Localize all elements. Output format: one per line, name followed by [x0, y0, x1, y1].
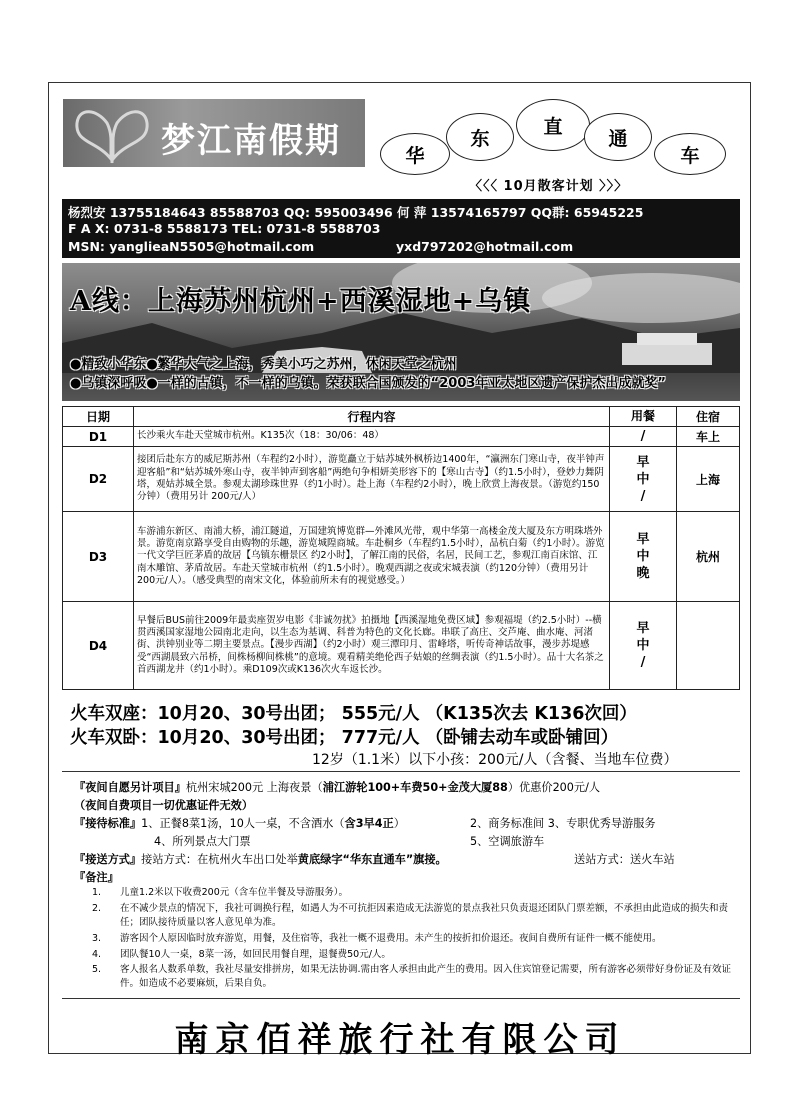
optional-items-detail: 浦江游轮100+车费50+金茂大厦88	[322, 781, 508, 794]
header-stay: 住宿	[677, 407, 740, 427]
transfer-dropoff: 送站方式：送火车站	[574, 853, 675, 866]
remark-number: 1.	[92, 887, 102, 898]
service-standard-5: 5、空调旅游车	[470, 835, 545, 848]
stay-cell	[677, 602, 740, 690]
optional-items-price: ）优惠价200元/人	[507, 781, 601, 794]
transfer-method	[74, 851, 447, 867]
optional-items	[74, 779, 600, 795]
remark-item	[92, 902, 732, 930]
header-meal: 用餐	[610, 407, 677, 427]
service-standard	[74, 815, 405, 831]
slogan-char-1: 华	[380, 133, 450, 175]
slogan-char-2: 东	[446, 113, 514, 161]
day-cell: D3	[63, 512, 134, 602]
desc-cell: 长沙乘火车赴天堂城市杭州。K135次（18：30/06：48）	[134, 427, 610, 447]
day-cell: D2	[63, 447, 134, 512]
slogan-char-4: 通	[584, 113, 652, 161]
contact-bar	[62, 199, 740, 258]
banner-title: A线：上海苏州杭州+西溪湿地+乌镇	[70, 286, 532, 317]
stay-cell: 杭州	[677, 512, 740, 602]
day-cell: D1	[63, 427, 134, 447]
banner-highlight-1: ●精致小华东●繁华大气之上海，秀美小巧之苏州，休闲天堂之杭州	[70, 357, 457, 372]
remark-item	[92, 948, 732, 962]
banner-highlight-2: ●乌镇深呼吸●一样的古镇，不一样的乌镇。荣获联合国颁发的“2003年亚太地区遗产保护杰出成就奖”	[70, 376, 666, 391]
price-seat: 火车双座：10月20、30号出团； 555元/人 （K135次去 K136次回）	[70, 704, 637, 724]
day-cell: D4	[63, 602, 134, 690]
service-standard-label: 『接待标准』	[74, 817, 142, 830]
remark-text: 在不减少景点的情况下，我社可调换行程，如遇人为不可抗拒因素造成无法游览的景点我社只负责退还团队门票差额，不承担由此造成的损失和责任；团队接待质量以客人意见单为准。	[120, 903, 729, 928]
remark-number: 5.	[92, 964, 102, 975]
route-banner	[62, 263, 740, 401]
remark-text: 儿童1.2米以下收费200元（含车位半餐及导游服务）。	[120, 887, 348, 898]
contact-row-2: F A X: 0731-8 5588173 TEL: 0731-8 5588703	[68, 221, 381, 236]
butterfly-icon	[67, 101, 157, 165]
divider	[62, 771, 740, 772]
remark-item	[92, 886, 732, 900]
remark-text: 游客因个人原因临时放弃游览，用餐，及住宿等，我社一概不退费用。未产生的按折扣价退还。夜间自费所有证件一概不能使用。	[120, 933, 662, 944]
remark-item	[92, 932, 732, 946]
meal-cell: 早 中 晚	[610, 512, 677, 602]
remark-item	[92, 963, 732, 991]
meal-cell: /	[610, 427, 677, 447]
service-standard-close: ）	[393, 817, 405, 830]
slogan-char-5: 车	[654, 133, 726, 175]
brand-logo	[63, 99, 365, 167]
stay-cell: 上海	[677, 447, 740, 512]
contact-row-3-right: yxd797202@hotmail.com	[396, 239, 574, 254]
service-standard-2-3: 2、商务标准间 3、专职优秀导游服务	[470, 817, 656, 830]
optional-items-label: 『夜间自愿另计项目』	[74, 781, 186, 794]
contact-row-1: 杨烈安 13755184643 85588703 QQ: 595003496 何 萍 13574165797 QQ群: 65945225	[68, 205, 644, 220]
price-sleeper: 火车双卧：10月20、30号出团； 777元/人 （卧铺去动车或卧铺回）	[70, 728, 619, 748]
remark-number: 4.	[92, 949, 102, 960]
price-child: 12岁（1.1米）以下小孩：200元/人（含餐、当地车位费）	[312, 752, 678, 768]
table-row	[63, 602, 740, 690]
slogan-char-3: 直	[516, 99, 590, 151]
remark-text: 客人报名人数系单数，我社尽量安排拼房，如果无法协调.需由客人承担由此产生的费用。因入住宾馆登记需要，所有游客必须带好身份证及有效证件。如造成不必要麻烦，后果自负。	[120, 964, 732, 989]
service-standard-meals: 含3早4正	[344, 817, 394, 830]
optional-items-note: （夜间自费项目一切优惠证件无效）	[74, 799, 254, 812]
remarks-label: 『备注』	[74, 871, 119, 884]
transfer-pickup: 接站方式：在杭州火车出口处举	[141, 853, 298, 866]
divider	[62, 998, 740, 999]
remark-number: 3.	[92, 933, 102, 944]
table-row	[63, 427, 740, 447]
stay-cell: 车上	[677, 427, 740, 447]
desc-cell: 车游浦东新区、南浦大桥，浦江隧道，万国建筑博览群—外滩风光带，观中华第一高楼金茂大厦及东方明珠塔外景。游览南京路享受自由购物的乐趣，游览城隍商城。车赴桐乡（车程约1.5小时），品杭白菊（约1小时）。游览一代文学巨匠茅盾的故居【乌镇东栅景区 约2小时】，了解江南的民俗，名居，民间工艺，参观江南百床馆、江南木雕馆、茅盾故居。车赴天堂城市杭州（约1.5小时）。晚观西湖之夜或宋城表演（约120分钟）（费用另计 200元/人）。（感受典型的南宋文化，体验前所未有的视觉感受。）	[134, 512, 610, 602]
header-date: 日期	[63, 407, 134, 427]
optional-items-text: 杭州宋城200元 上海夜景（	[185, 781, 323, 794]
service-standard-4: 4、所列景点大门票	[154, 835, 251, 848]
remark-number: 2.	[92, 903, 102, 914]
meal-cell: 早 中 /	[610, 447, 677, 512]
meal-cell: 早 中 /	[610, 602, 677, 690]
desc-cell: 早餐后BUS前往2009年最卖座贺岁电影《非诚勿扰》拍摄地【西溪湿地免费区域】参观福堤（约2.5小时）--横贯西溪国家湿地公园南北走向，以生态为基调、科普为特色的文化长廊。串联了高庄、交芦庵、曲水庵、河渚街、洪钟别业等二期主要景点。【漫步西湖】（约2小时）观三潭印月、雷峰塔，听传奇神话故事，漫步苏堤感受“西湖晨致六吊桥，间株杨柳间株桃”的意境。观看精美绝伦西子姑娘的丝绸表演（约1.5小时）。品十大名茶之首西湖龙井（约1小时）。乘D109次或K136次火车返长沙。	[134, 602, 610, 690]
contact-row-3-left: MSN: yanglieaN5505@hotmail.com	[68, 239, 315, 254]
header-content: 行程内容	[134, 407, 610, 427]
table-header-row	[63, 407, 740, 427]
transfer-flag: 黄底绿字“华东直通车”旗接。	[297, 853, 447, 866]
brand-title: 梦江南假期	[161, 121, 341, 161]
itinerary-table	[62, 406, 740, 690]
transfer-label: 『接送方式』	[74, 853, 142, 866]
company-name: 南京佰祥旅行社有限公司	[174, 1020, 626, 1060]
table-row	[63, 512, 740, 602]
service-standard-1: 1、正餐8菜1汤，10人一桌，不含酒水（	[141, 817, 345, 830]
desc-cell: 接团后赴东方的威尼斯苏州（车程约2小时），游览矗立于姑苏城外枫桥边1400年，“瀛洲东门寒山寺，夜半钟声迎客船”和“姑苏城外寒山寺，夜半钟声到客船”两绝句争相妍美形容下的【寒山古寺】（约1.5小时），登妙力舞阴塔，观姑苏城全景。参观太湖珍珠世界（约1小时）。赴上海（车程约2小时），晚上欣赏上海夜景。（游览约150分钟）（费用另计 200元/人）	[134, 447, 610, 512]
plan-title: 〈〈〈 10月散客计划 〉〉〉	[469, 179, 629, 194]
remark-text: 团队餐10人一桌，8菜一汤，如回民用餐自理，退餐费50元/人。	[120, 949, 391, 960]
table-row	[63, 447, 740, 512]
slogan-circles	[376, 99, 741, 177]
